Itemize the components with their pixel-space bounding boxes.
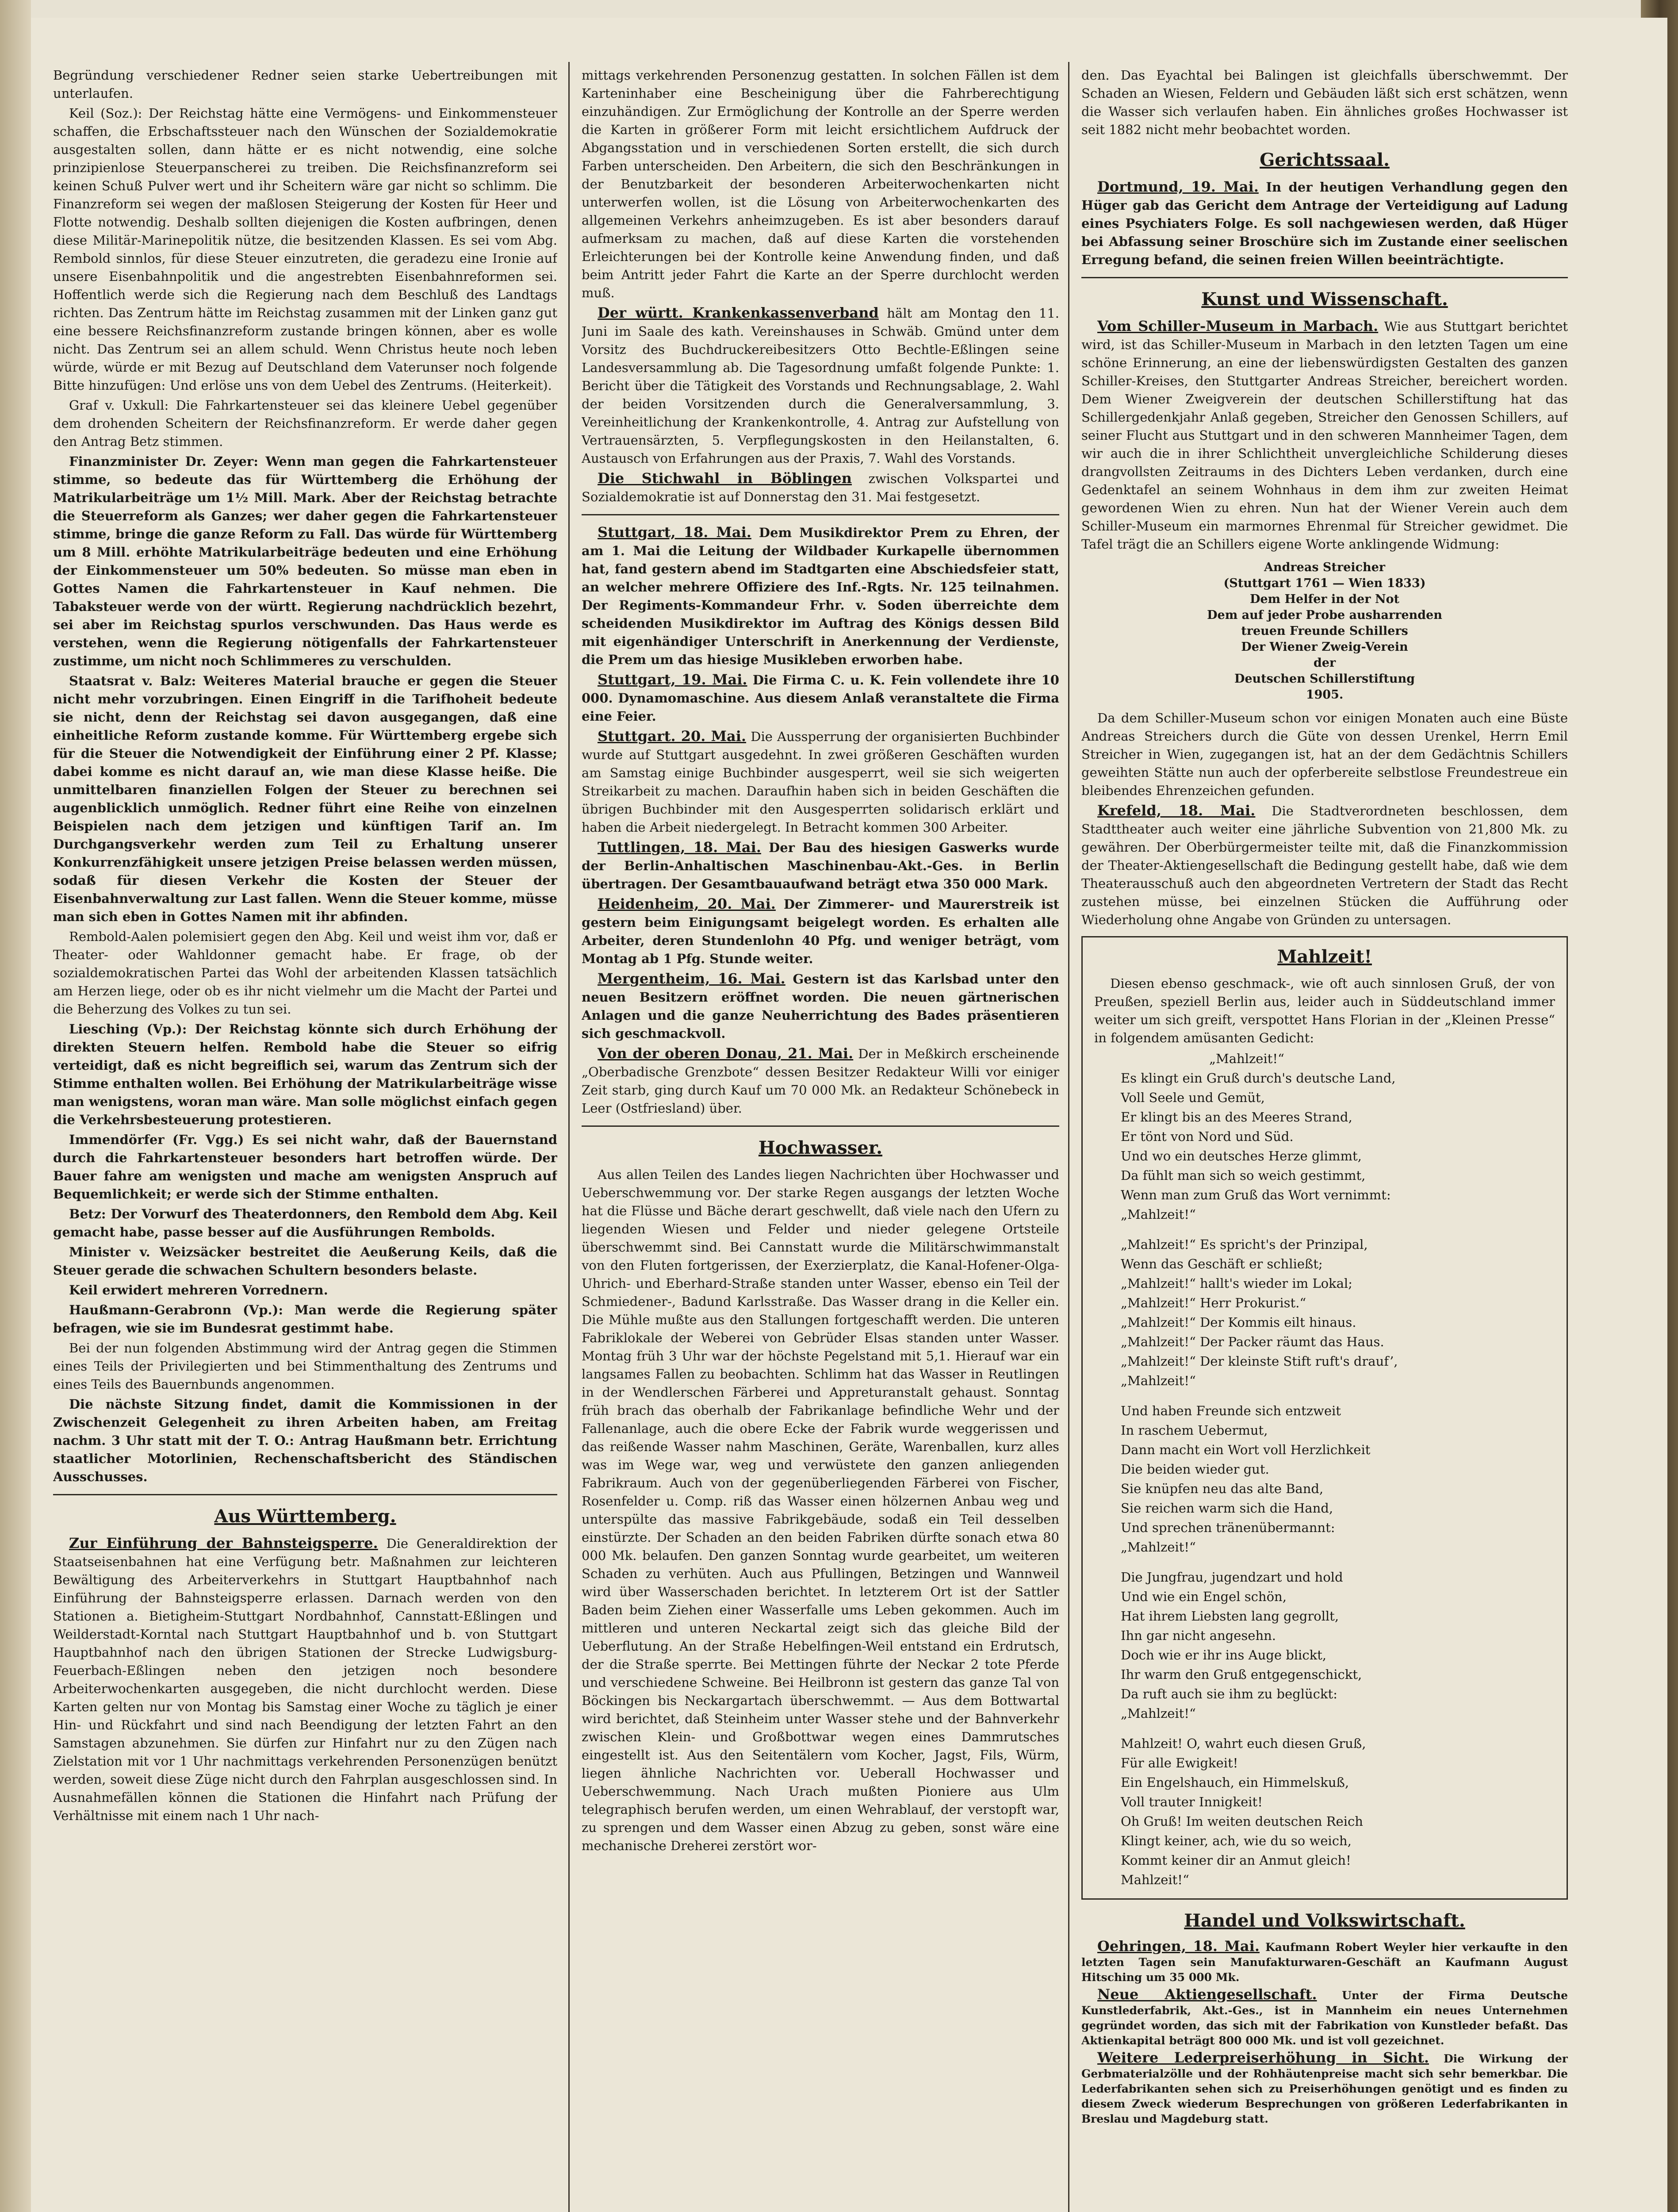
article-lead: Von der oberen Donau, 21. Mai. [598,1045,854,1062]
article-lead: Die Stichwahl in Böblingen [598,470,852,487]
poem-line: Dann macht ein Wort voll Herzlichkeit [1121,1442,1371,1457]
poem-line: Ihn gar nicht angesehn. [1121,1628,1276,1643]
article-lead: Neue Aktiengesellschaft. [1097,1986,1317,2003]
poem-line: „Mahlzeit!“ hallt's wieder im Lokal; [1121,1276,1352,1291]
column-rule [568,62,570,2212]
paragraph: Immendörfer (Fr. Vgg.) Es sei nicht wahr, daß der Bauernstand durch die Fahrkartensteuer besonders hart betroffen würde. Der Bauer fahre am wenigsten und mache am wenigsten Anspruch auf Bequemlichkeit; er werde sich der Stimme enthalten. [53,1132,557,1202]
newspaper-page [31,18,1667,2212]
article-text: hält am Montag den 11. Juni im Saale des kath. Vereinshauses in Schwäb. Gmünd unter dem Vorsitz des Buchdruckereibesitzers Otto Bechtle-Eßlingen seine Landesversammlung ab. Die Tagesordnung umfaßt folgende Punkte: 1. Bericht über die Tätigkeit des Vorstands und Rechnungsablage, 2. Wahl der beiden Vorsitzenden durch die Generalversammlung, 3. Vereinheitlichung der Krankenkontrolle, 4. Antrag zur Aufstellung von Vertrauensärzten, 5. Verpflegungskosten in den Heilanstalten, 6. Austausch von Erfahrungen aus der Praxis, 7. Wahl des Vorstands. [582,306,1059,466]
section-divider [1081,277,1568,278]
article-lead: Vom Schiller-Museum in Marbach. [1097,318,1379,334]
section-heading-hochwasser: Hochwasser. [758,1137,883,1158]
article-lead: Stuttgart. 20. Mai. [598,728,747,745]
paragraph: mittags verkehrenden Personenzug gestatten. In solchen Fällen ist dem Karteninhaber eine Bescheinigung über die Fahrberechtigung einzuhändigen. Zur Ermöglichung der Kontrolle an der Sperre werden die Karten in größerer Form mit leicht ersichtlichem Aufdruck der Abgangsstation und in verschiedenen Sorten erstellt, die sich durch Farben unterscheiden. Den Arbeitern, die sich den Beschränkungen in der Benutzbarkeit der besonderen Arbeiterwochenkarten nicht unterwerfen wollen, ist die Lösung von Arbeiterwochenkarten des allgemeinen Verkehrs anheimzugeben. Es ist aber besonders darauf aufmerksam zu machen, daß auf diese Karten die vorstehenden Erleichterungen bei der Kontrolle keine Anwendung finden, und daß beim Antritt jeder Fahrt die Karte an der Sperre durchlocht werden muß. [582,68,1059,300]
section-divider [582,514,1059,515]
poem-line: Und wo ein deutsches Herze glimmt, [1121,1148,1362,1164]
poem-stanza [1121,1734,1555,1889]
section-heading-handel-und-volkswirtschaft: Handel und Volkswirtschaft. [1184,1910,1465,1931]
tablet-line: Dem Helfer in der Not [1249,592,1400,606]
column-1 [53,66,557,2212]
poem-line: Mahlzeit! O, wahrt euch diesen Gruß, [1121,1736,1366,1751]
tablet-line: Andreas Streicher [1264,561,1386,574]
article-text: In der heutigen Verhandlung gegen den Hüger gab das Gericht dem Antrage der Verteidigung auf Ladung eines Psychiaters Folge. Es soll nachgewiesen werden, daß Hüger bei Abfassung seiner Broschüre sich im Zustande einer seelischen Erregung befand, die seinen freien Willen beeinträchtigte. [1081,180,1568,267]
poem-line: Da fühlt man sich so weich gestimmt, [1121,1168,1366,1183]
poem-line: Für alle Ewigkeit! [1121,1755,1238,1770]
poem-line: Sie reichen warm sich die Hand, [1121,1501,1333,1516]
paragraph: Aus allen Teilen des Landes liegen Nachrichten über Hochwasser und Ueberschwemmung vor. Der starke Regen ausgangs der letzten Woche hat die Flüsse und Bäche derart geschwellt, daß viele nach den Ufern zu liegenden Wiesen und Felder und nieder gelegene Ortsteile überschwemmt sind. Bei Cannstatt wurde die Militärschwimmanstalt von den Fluten fortgerissen, der Exerzierplatz, die Kanal-Hofener-Olga-Uhrich- und Eberhard-Straße standen unter Wasser, ebenso ein Teil der Schmiedener-, Badund Karlsstraße. Das Wasser drang in die Keller ein. Die Mühle mußte aus den Stallungen fortgeschafft werden. Die unteren Fabriklokale der Weberei von Gebrüder Elsas standen unter Wasser. Montag früh 3 Uhr war der höchste Pegelstand mit 5,1. Hierauf war ein langsames Fallen zu beobachten. Schlimm hat das Wasser in Reutlingen in der Wendlerschen Färberei und Appreturanstalt gehaust. Sonntag früh brach das oberhalb der Fabrikanlage befindliche Wehr und der Fallenanlage, auch die obere Ecke der Fabrik wurde weggerissen und das reißende Wasser nahm Maschinen, Geräte, Warenballen, kurz alles was im Wege war, weg und verwüstete den ganzen anliegenden Fabrikraum. Auch von der gegenüberliegenden Färberei von Fischer, Rosenfelder u. Comp. riß das Wasser einen hölzernen Anbau weg und unterspülte das massive Fabrikgebäude, sodaß ein Teil desselben einstürzte. Der Schaden an den beiden Fabriken dürfte sonach etwa 80 000 Mk. belaufen. Den ganzen Sonntag wurde gearbeitet, um weiteren Schaden zu verhüten. Auch aus Pfullingen, Betzingen und Wannweil wird über Wasserschaden berichtet. In letzterem Ort ist der Sattler Baden beim Ziehen einer Wasserfalle ums Leben gekommen. Auch im mittleren und unteren Neckartal zeigt sich das gleiche Bild der Ueberflutung. An der Straße Hebelfingen-Weil entstand ein Erdrutsch, der die Straße sperrte. Bei Mettingen führte der Neckar 2 tote Pferde und verschiedene Schweine. Bei Heilbronn ist gestern das ganze Tal von Böckingen bis Neckargartach überschwemmt. — Aus dem Bottwartal wird berichtet, daß Steinheim unter Wasser stehe und der Bahnverkehr zwischen Klein- und Großbottwar wegen eines Dammrutsches eingestellt ist. Aus den Seitentälern vom Kocher, Jagst, Fils, Würm, liegen ähnliche Nachrichten vor. Ueberall Hochwasser und Ueberschwemmung. Nach Urach mußten Pioniere aus Ulm telegraphisch berufen werden, um einen Wehrablauf, der verstopft war, zu sprengen und dem Wasser einen Abzug zu geben, sonst wäre eine mechanische Dreherei zerstört wor- [582,1167,1059,1853]
poem-line: „Mahlzeit!“ Der Kommis eilt hinaus. [1121,1315,1356,1330]
poem-line: „Mahlzeit!“ Der Packer räumt das Haus. [1121,1334,1384,1349]
poem-line: Und sprechen tränenübermannt: [1121,1520,1335,1535]
paragraph: Graf v. Uxkull: Die Fahrkartensteuer sei das kleinere Uebel gegenüber dem drohenden Scheitern der Reichsfinanzreform. Er werde daher gegen den Antrag Betz stimmen. [53,398,557,449]
poem-line: Es klingt ein Gruß durch's deutsche Land, [1121,1071,1396,1086]
article-lead: Stuttgart, 19. Mai. [598,671,747,688]
paragraph: Die nächste Sitzung findet, damit die Kommissionen in der Zwischenzeit Gelegenheit zu ihren Arbeiten haben, am Freitag nachm. 3 Uhr statt mit der T. O.: Antrag Haußmann betr. Errichtung staatlicher Motorlinien, Rechenschaftsbericht des Ständischen Ausschusses. [53,1397,557,1484]
poem-line: Klingt keiner, ach, wie du so weich, [1121,1833,1352,1848]
article-lead: Weitere Lederpreiserhöhung in Sicht. [1097,2049,1429,2066]
poem-line: Er tönt von Nord und Süd. [1121,1129,1294,1144]
poem-line: Und wie ein Engel schön, [1121,1589,1287,1604]
article-text: Die Aussperrung der organisierten Buchbinder wurde auf Stuttgart ausgedehnt. In zwei größeren Geschäften wurden am Samstag einige Buchbinder ausgesperrt, weil sie sich weigerten Streikarbeit zu machen. Daraufhin haben sich in beiden Geschäften die übrigen Buchbinder mit den Ausgesperrten solidarisch erklärt und haben die Arbeit niedergelegt. In Betracht kommen 300 Arbeiter. [582,729,1059,835]
article-lead: Oehringen, 18. Mai. [1097,1938,1260,1955]
paragraph: Finanzminister Dr. Zeyer: Wenn man gegen die Fahrkartensteuer stimme, so bedeute das für Württemberg die Erhöhung der Matrikularbeiträge um 1½ Mill. Mark. Aber der Reichstag betrachte die Steuerreform als Ganzes; wer daher gegen die Fahrkartensteuer stimme, bringe die ganze Reform zu Fall. Das würde für Württemberg um 8 Mill. erhöhte Matrikularbeiträge bedeuten und eine Erhöhung der Einkommensteuer um 50% bedeuten. So müsse man eben in Gottes Namen die Fahrkartensteuer in Kauf nehmen. Die Tabaksteuer werde von der württ. Regierung nachdrücklich bezehrt, sei aber im Reichstag spurlos verschwunden. Das Haus werde es verstehen, wenn die Regierung nötigenfalls der Fahrkartensteuer zustimme, um nicht noch Schlimmeres zu verschulden. [53,454,557,668]
tablet-line: der [1313,656,1336,670]
article-lead: Dortmund, 19. Mai. [1097,178,1259,195]
poem-line: Ein Engelshauch, ein Himmelskuß, [1121,1775,1349,1790]
poem-line: Und haben Freunde sich entzweit [1121,1403,1341,1418]
article-lead: Der württ. Krankenkassenverband [598,304,879,321]
book-spine-left [0,0,31,2212]
article-text: Die Firma C. u. K. Fein vollendete ihre 10 000. Dynamomaschine. Aus diesem Anlaß veranstaltete die Firma eine Feier. [582,672,1059,724]
article-text: Der Zimmerer- und Maurerstreik ist gestern beim Einigungsamt beigelegt worden. Es erhalten alle Arbeiter, deren Stundenlohn 40 Pfg. und weniger beträgt, vom Montag ab 1 Pfg. Stunde weiter. [582,897,1059,966]
poem-line: „Mahlzeit!“ Der kleinste Stift ruft's drauf’, [1121,1354,1398,1369]
paragraph: Betz: Der Vorwurf des Theaterdonners, den Rembold dem Abg. Keil gemacht habe, passe besser auf die Ausführungen Rembolds. [53,1206,557,1240]
paragraph: Keil (Soz.): Der Reichstag hätte eine Vermögens- und Einkommensteuer schaffen, die Erbschaftssteuer nach den Wünschen der Sozialdemokratie ausgestalten sollen, dann hätte er es nicht notwendig, eine solche prinzipienlose Steuerpanscherei zu treiben. Die Reichsfinanzreform sei keinen Schuß Pulver wert und ihr Scheitern wäre gar nicht so schlimm. Die Finanzreform sei wegen der maßlosen Steigerung der Kosten für Heer und Flotte notwendig. Deshalb sollten diejenigen die Kosten aufbringen, denen diese Militär-Marinepolitik nütze, die besitzenden Klassen. Es sei vom Abg. Rembold sinnlos, für diese Steuer einzutreten, die geradezu eine Ironie auf unsere Eisenbahnpolitik und die angestrebten Eisenbahnreformen sei. Hoffentlich werde sich die Regierung nach dem Beschluß des Landtags richten. Das Zentrum hätte im Reichstag zusammen mit der Linken ganz gut eine bessere Reichsfinanzreform zustande bringen können, aber es wolle nicht. Das Zentrum sei an allem schuld. Wenn Christus heute noch leben würde, würde er mit Bezug auf Deutschland dem Vaterunser noch folgende Bitte hinzufügen: Und erlöse uns von dem Uebel des Zentrums. (Heiterkeit). [53,106,557,393]
poem-line: Kommt keiner dir an Anmut gleich! [1121,1853,1351,1868]
poem-line: Wenn man zum Gruß das Wort vernimmt: [1121,1187,1391,1202]
article-text: Kaufmann Robert Weyler hier verkaufte in den letzten Tagen sein Manufakturwaren-Geschäft an Kaufmann August Hitsching um 35 000 Mk. [1081,1941,1568,1984]
poem-line: „Mahlzeit!“ Herr Prokurist.“ [1121,1295,1306,1310]
tablet-line: 1905. [1306,688,1344,702]
article-lead: Zur Einführung der Bahnsteigsperre. [69,1535,378,1551]
poem-line: Da ruft auch sie ihm zu beglückt: [1121,1686,1337,1701]
article-text: Unter der Firma Deutsche Kunstlederfabrik, Akt.-Ges., ist in Mannheim ein neues Unternehmen gegründet worden, das sich mit der Fabrikation von Kunstleder befaßt. Das Aktienkapital beträgt 800 000 Mk. und ist voll gezeichnet. [1081,1989,1568,2047]
poem-stanza [1121,1049,1555,1224]
paragraph: Da dem Schiller-Museum schon vor einigen Monaten auch eine Büste Andreas Streichers durch die Güte von dessen Urenkel, Herrn Emil Streicher in Wien, zugegangen ist, hat an der dem Gedächtnis Schillers geweihten Stätte nun auch der opferbereite selbstlose Freundestreue ein bleibendes Ehrenzeichen gefunden. [1081,710,1568,798]
section-heading-kunst-und-wissenschaft: Kunst und Wissenschaft. [1201,289,1448,310]
tablet-line: treuen Freunde Schillers [1241,624,1408,638]
paragraph: Diesen ebenso geschmack-, wie oft auch sinnlosen Gruß, der von Preußen, speziell Berlin aus, leider auch in Süddeutschland immer weiter um sich greift, verspottet Hans Florian in der „Kleinen Presse“ in folgendem amüsanten Gedicht: [1094,976,1555,1045]
poem-line: Doch wie er ihr ins Auge blickt, [1121,1647,1327,1663]
section-divider [582,1125,1059,1127]
poem-line: „Mahlzeit!“ [1121,1540,1196,1555]
paragraph: Bei der nun folgenden Abstimmung wird der Antrag gegen die Stimmen eines Teils der Privilegierten und bei Stimmenthaltung des Zentrums und eines Teils des Bauernbunds angenommen. [53,1340,557,1392]
article-text: zwischen Volkspartei und Sozialdemokratie ist auf Donnerstag den 31. Mai festgesetzt. [582,471,1059,504]
paragraph: Liesching (Vp.): Der Reichstag könnte sich durch Erhöhung der direkten Steuern helfen. Rembold habe die Steuer so eifrig verteidigt, daß es nicht begreiflich sei, warum das Zentrum sich der Stimme enthalten wollen. Bei Erhöhung der Matrikularbeiträge wisse man wenigstens, woran man wäre. Man solle möglichst einfach gegen die Verkehrsbesteuerung protestieren. [53,1022,557,1127]
tablet-line: (Stuttgart 1761 — Wien 1833) [1223,576,1426,590]
poem-line: Hat ihrem Liebsten lang gegrollt, [1121,1609,1339,1624]
mahlzeit-box [1081,936,1568,1900]
tablet-line: Deutschen Schillerstiftung [1234,672,1415,686]
poem-line: Voll trauter Innigkeit! [1121,1794,1263,1809]
poem-stanza [1121,1401,1555,1557]
article-lead: Mergentheim, 16. Mai. [598,970,785,987]
poem-line: Die Jungfrau, jugendzart und hold [1121,1570,1343,1585]
article-text: Der Bau des hiesigen Gaswerks wurde der Berlin-Anhaltischen Maschinenbau-Akt.-Ges. in Berlin übertragen. Der Gesamtbauaufwand beträgt etwa 350 000 Mark. [582,840,1059,891]
article-text: Wie aus Stuttgart berichtet wird, ist das Schiller-Museum in Marbach in den letzten Tagen um eine schöne Erinnerung, an eine der liebenswürdigsten Gestalten des ganzen Schiller-Kreises, den Stuttgarter Andreas Streicher, bereichert worden. Dem Wiener Zweigverein der deutschen Schillerstiftung hat das Schillergedenkjahr Anlaß gegeben, Streicher den Genossen Schillers, auf seiner Flucht aus Stuttgart und in den schweren Mannheimer Tagen, dem wir auch die in ihrer Schlichtheit unvergleichliche Schilderung dieses drangvollsten Zeitraums in des Dichters Leben verdanken, durch eine Gedenktafel an seinem Wohnhaus in dem ihm zur zweiten Heimat gewordenen Wien zu ehren. Nun hat der Wiener Verein auch dem Schiller-Museum ein marmornes Ehrenmal für Streicher gewidmet. Die Tafel trägt die an Schillers eigene Worte anklingende Widmung: [1081,319,1568,552]
mahlzeit-title: Mahlzeit! [1277,946,1372,967]
poem-line: „Mahlzeit!“ [1121,1706,1196,1721]
article-text: Dem Musikdirektor Prem zu Ehren, der am 1. Mai die Leitung der Wildbader Kurkapelle übernommen hat, fand gestern abend im Stadtgarten eine Abschiedsfeier statt, an welcher mehrere Offiziere des Inf.-Rgts. Nr. 125 teilnahmen. Der Regiments-Kommandeur Frhr. v. Soden überreichte dem scheidenden Musikdirektor im Auftrag des Königs dessen Bild mit eigenhändiger Unterschrift in Anerkennung der Verdienste, die Prem um das hiesige Musikleben erworben habe. [582,525,1059,667]
poem-line: „Mahlzeit!“ [1121,1207,1196,1222]
poem-line: Die beiden wieder gut. [1121,1462,1269,1477]
paragraph: Minister v. Weizsäcker bestreitet die Aeußerung Keils, daß die Steuer gerade die schwachen Schultern besonders belaste. [53,1244,557,1278]
article-text: Die Stadtverordneten beschlossen, dem Stadttheater auch weiter eine jährliche Subvention von 21,800 Mk. zu gewähren. Der Oberbürgermeister teilte mit, daß die Finanzkommission der Theater-Aktiengesellschaft die Bedingung gestellt habe, daß wie dem Theaterausschuß auch den abgeordneten Vertretern der Stadt das Recht zustehen müsse, bei einzelnen Stücken die Aufführung oder Wiederholung ohne Angabe von Gründen zu untersagen. [1081,803,1568,927]
poem-line: „Mahlzeit!“ [1121,1373,1196,1388]
memorial-tablet-inscription [1081,560,1568,703]
tablet-line: Dem auf jeder Probe ausharrenden [1207,608,1442,622]
poem-stanza [1121,1567,1555,1723]
poem-line: „Mahlzeit!“ Es spricht's der Prinzipal, [1121,1237,1368,1252]
poem-line: Oh Gruß! Im weiten deutschen Reich [1121,1814,1363,1829]
paragraph: Keil erwidert mehreren Vorrednern. [69,1283,328,1298]
poem-stanza [1121,1235,1555,1390]
poem-line: Er klingt bis an des Meeres Strand, [1121,1110,1352,1125]
poem-line: Voll Seele und Gemüt, [1121,1090,1265,1105]
poem-line: Wenn das Geschäft er schließt; [1121,1256,1323,1271]
paragraph: den. Das Eyachtal bei Balingen ist gleichfalls überschwemmt. Der Schaden an Wiesen, Feldern und Gebäuden läßt sich erst schätzen, wenn die Wasser sich verlaufen haben. Ein ähnliches großes Hochwasser ist seit 1882 nicht mehr beobachtet worden. [1081,68,1568,137]
poem-line: „Mahlzeit!“ [1209,1051,1284,1066]
poem-line: Mahlzeit!“ [1121,1872,1189,1887]
article-text: Gestern ist das Karlsbad unter den neuen Besitzern eröffnet worden. Die neuen gärtnerischen Anlagen und die ganze Neuherrichtung des Bades präsentieren sich geschmackvoll. [582,972,1059,1041]
column-rule [1068,62,1069,2212]
article-text: Der in Meßkirch erscheinende „Oberbadische Grenzbote“ dessen Besitzer Redakteur Willi vor einiger Zeit starb, ging durch Kauf um 70 000 Mk. an Redakteur Schönebeck in Leer (Ostfriesland) über. [582,1046,1059,1116]
section-heading-gerichtssaal: Gerichtssaal. [1260,150,1390,170]
poem-line: Sie knüpfen neu das alte Band, [1121,1481,1324,1496]
paragraph: Haußmann-Gerabronn (Vp.): Man werde die Regierung später befragen, wie sie im Bundesrat gestimmt habe. [53,1302,557,1336]
article-lead: Krefeld, 18. Mai. [1097,802,1256,819]
column-2 [582,66,1059,2212]
section-divider [53,1494,557,1495]
section-heading-aus-wuerttemberg: Aus Württemberg. [214,1506,396,1527]
poem-line: Ihr warm den Gruß entgegenschickt, [1121,1667,1362,1682]
tablet-line: Der Wiener Zweig-Verein [1241,640,1408,654]
column-3 [1081,66,1568,2212]
paragraph: Staatsrat v. Balz: Weiteres Material brauche er gegen die Steuer nicht mehr vorzubringen. Einen Eingriff in die Tarifhoheit bedeute sie nicht, denn der Reichstag sei davon ausgegangen, daß eine einheitliche Reform zustande komme. Für Württemberg ergebe sich für die Steuer die Notwendigkeit der Einführung einer 2 Pf. Klasse; dabei komme es nicht darauf an, wie man diese Klasse heiße. Die unmittelbaren finanziellen Folgen der Steuer zu berechnen sei augenblicklich unmöglich. Redner führt eine Reihe von einzelnen Beispielen nach dem jetzigen und künftigen Tarif an. Im Durchgangsverkehr werden zum Teil zu Erhaltung unserer Konkurrenzfähigkeit unsere jetzigen Preise belassen werden müssen, sodaß für diesen Verkehr die Kosten der Steuer der Eisenbahnverwaltung zur Last fallen. Wenn die Steuer komme, müsse man sich eben in Gottes Namen mit ihr abfinden. [53,673,557,924]
article-lead: Tuttlingen, 18. Mai. [598,839,761,856]
paragraph: Begründung verschiedener Redner seien starke Uebertreibungen mit unterlaufen. [53,68,557,101]
article-text: Die Generaldirektion der Staatseisenbahnen hat eine Verfügung betr. Maßnahmen zur leichteren Bewältigung des Arbeiterverkehrs in Stuttgart Hauptbahnhof nach Einführung der Bahnsteigsperre erlassen. Darnach werden von den Stationen a. Bietigheim-Stuttgart Nordbahnhof, Cannstatt-Eßlingen und Weilderstadt-Korntal nach Stuttgart Hauptbahnhof und b. von Stuttgart Hauptbahnhof nach den übrigen Stationen der Strecke Ludwigsburg-Feuerbach-Eßlingen neben den jetzigen noch besondere Arbeiterwochenkarten ausgegeben, die nicht durchlocht werden. Diese Karten gelten nur von Montag bis Samstag einer Woche zu täglich je einer Hin- und Rückfahrt und sind nach Beendigung der letzten Fahrt an den Samstagen abzunehmen. Sie dürfen zur Hinfahrt nur zu den Zügen nach Zielstation mit vor 1 Uhr nachmittags verkehrenden Personenzügen benützt werden, soweit diese Züge nicht durch den Fahrplan ausgeschlossen sind. In Ausnahmefällen können die Stationen die Hinfahrt nach Prüfung der Verhältnisse mit einem nach 1 Uhr nach- [53,1536,557,1823]
poem-line: In raschem Uebermut, [1121,1423,1268,1438]
paragraph: Rembold-Aalen polemisiert gegen den Abg. Keil und weist ihm vor, daß er Theater- oder Wahldonner gemacht habe. Er frage, ob der sozialdemokratischen Partei das Wohl der arbeitenden Klassen tatsächlich am Herzen liege, oder ob es ihr nicht vielmehr um die Macht der Partei und die Beherzung des Volkes zu tun sei. [53,929,557,1017]
article-text: Die Wirkung der Gerbmaterialzölle und der Rohhäutenpreise macht sich sehr bemerkbar. Die Lederfabrikanten sehen sich zu Preiserhöhungen genötigt und es finden zu diesem Zweck wiederum Besprechungen von größeren Lederfabrikanten in Breslau und Magdeburg statt. [1081,2052,1568,2125]
article-lead: Stuttgart, 18. Mai. [598,524,751,541]
article-lead: Heidenheim, 20. Mai. [598,895,776,912]
